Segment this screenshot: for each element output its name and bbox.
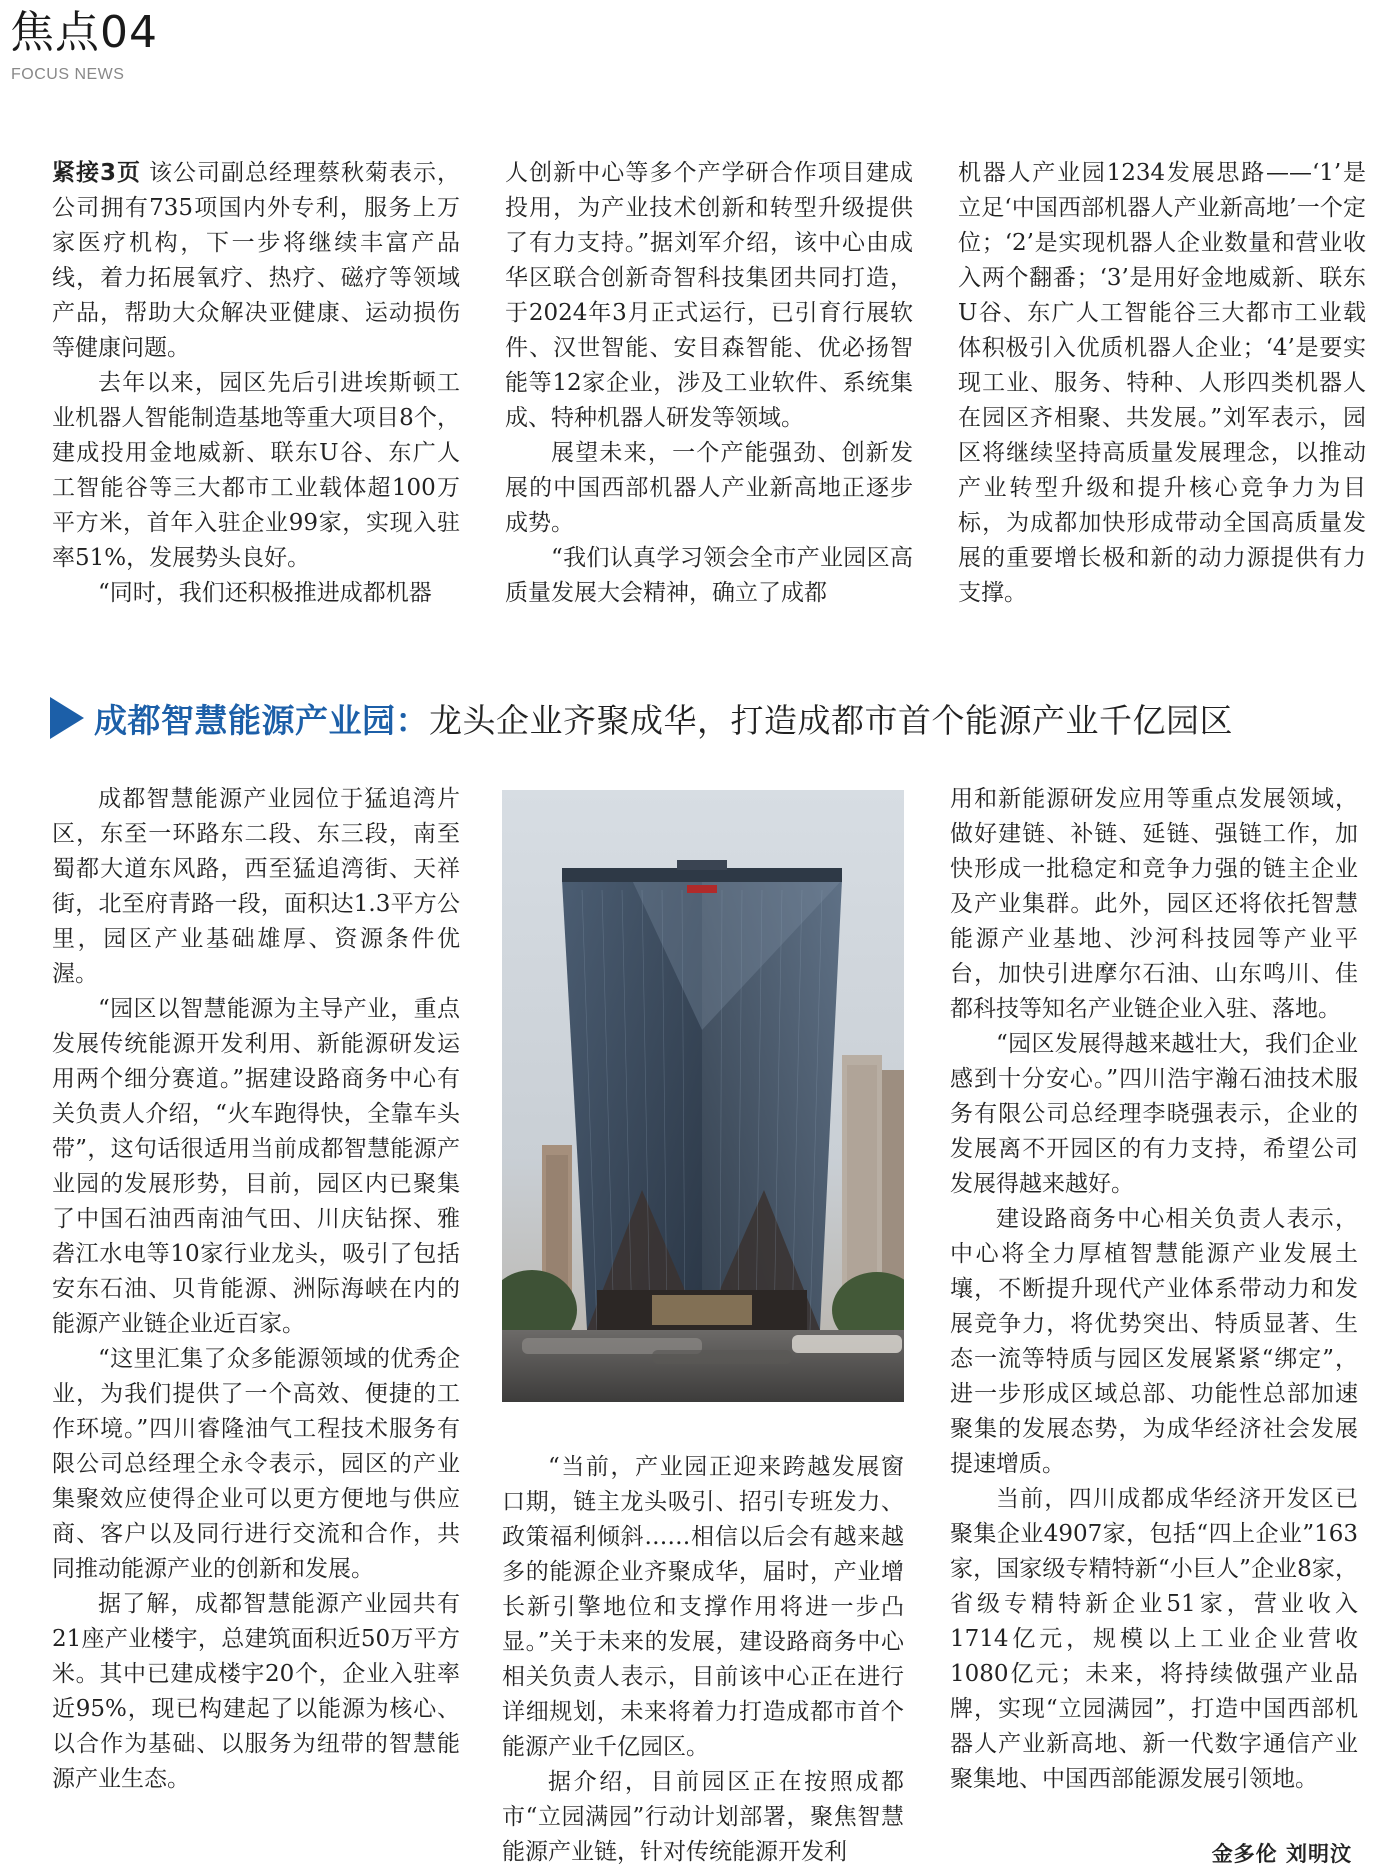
- building-photo: [502, 790, 904, 1402]
- article2-column-1: [52, 782, 460, 1797]
- article1-paragraph: “同时，我们还积极推进成都机器: [98, 580, 432, 606]
- article1-paragraph: 紧接3页 该公司副总经理蔡秋菊表示，公司拥有735项国内外专利，服务上万家医疗机构，下一步将继续丰富产品线，着力拓展氧疗、热疗、磁疗等领域产品，帮助大众解决亚健康、运动损伤等健康问题。: [52, 160, 460, 361]
- author-byline: 金多伦 刘明汶: [1211, 1842, 1352, 1866]
- article2-paragraph: 用和新能源研发应用等重点发展领域，做好建链、补链、延链、强链工作，加快形成一批稳定和竞争力强的链主企业及产业集群。此外，园区还将依托智慧能源产业基地、沙河科技园等产业平台，加快引进摩尔石油、山东鸣川、佳都科技等知名产业链企业入驻、落地。: [950, 786, 1358, 1022]
- article1-paragraph: 机器人产业园1234发展思路——‘1’是立足‘中国西部机器人产业新高地’一个定位；‘2’是实现机器人企业数量和营业收入两个翻番；‘3’是用好金地威新、联东U谷、东广人工智能谷三大都市工业载体积极引入优质机器人企业；‘4’是要实现工业、服务、特种、人形四类机器人在园区齐相聚、共发展。”刘军表示，园区将继续坚持高质量发展理念，以推动产业转型升级和提升核心竞争力为目标，为成都加快形成带动全国高质量发展的重要增长极和新的动力源提供有力支撑。: [958, 160, 1366, 606]
- article2-paragraph: 当前，四川成都成华经济开发区已聚集企业4907家，包括“四上企业”163家，国家级专精特新“小巨人”企业8家，省级专精特新企业51家，营业收入1714亿元，规模以上工业企业营收1080亿元；未来，将持续做强产业品牌，实现“立园满园”，打造中国西部机器人产业新高地、新一代数字通信产业聚集地、中国西部能源发展引领地。: [950, 1486, 1358, 1792]
- article2-headline: [50, 690, 1370, 746]
- article2-column-3: [950, 782, 1358, 1797]
- article1-paragraph: “我们认真学习领会全市产业园区高质量发展大会精神，确立了成都: [505, 545, 913, 606]
- article1-paragraph: 去年以来，园区先后引进埃斯顿工业机器人智能制造基地等重大项目8个，建成投用金地威新、联东U谷、东广人工智能谷等三大都市工业载体超100万平方米，首年入驻企业99家，实现入驻率51%，发展势头良好。: [52, 370, 460, 571]
- article2-column-2: [502, 1450, 904, 1870]
- rooftop-sign: [687, 885, 717, 893]
- article1-paragraph: 展望未来，一个产能强劲、创新发展的中国西部机器人产业新高地正逐步成势。: [505, 440, 913, 536]
- section-subtitle: FOCUS NEWS: [11, 66, 125, 83]
- article2-paragraph: 据介绍，目前园区正在按照成都市“立园满园”行动计划部署，聚焦智慧能源产业链，针对传统能源开发利: [502, 1769, 904, 1865]
- article1-paragraph: 人创新中心等多个产学研合作项目建成投用，为产业技术创新和转型升级提供了有力支持。”据刘军介绍，该中心由成华区联合创新奇智科技集团共同打造，于2024年3月正式运行，已引育行展软件、汉世智能、安目森智能、优必扬智能等12家企业，涉及工业软件、系统集成、特种机器人研发等领域。: [505, 160, 913, 431]
- headline-text: 龙头企业齐聚成华，打造成都市首个能源产业千亿园区: [429, 700, 1233, 740]
- section-title: 焦点04: [10, 7, 158, 58]
- article2-paragraph: 建设路商务中心相关负责人表示，中心将全力厚植智慧能源产业发展土壤，不断提升现代产业体系带动力和发展竞争力，将优势突出、特质显著、生态一流等特质与园区发展紧紧“绑定”，进一步形成区域总部、功能性总部加速聚集的发展态势，为成华经济社会发展提速增质。: [950, 1206, 1358, 1477]
- continued-from-label: 紧接3页: [52, 160, 141, 186]
- headline-highlight: 成都智慧能源产业园：: [94, 700, 429, 740]
- article1-column-3: [958, 156, 1366, 611]
- article2-paragraph: 成都智慧能源产业园位于猛追湾片区，东至一环路东二段、东三段，南至蜀都大道东风路，西至猛追湾街、天祥街，北至府青路一段，面积达1.3平方公里，园区产业基础雄厚、资源条件优渥。: [52, 786, 460, 987]
- article2-paragraph: “园区以智慧能源为主导产业，重点发展传统能源开发利用、新能源研发运用两个细分赛道。”据建设路商务中心有关负责人介绍，“火车跑得快，全靠车头带”，这句话很适用当前成都智慧能源产业园的发展形势，目前，园区内已聚集了中国石油西南油气田、川庆钻探、雅砻江水电等10家行业龙头，吸引了包括安东石油、贝肯能源、洲际海峡在内的能源产业链企业近百家。: [52, 996, 460, 1337]
- article2-paragraph: “园区发展得越来越壮大，我们企业感到十分安心。”四川浩宇瀚石油技术服务有限公司总经理李晓强表示，企业的发展离不开园区的有力支持，希望公司发展得越来越好。: [950, 1031, 1358, 1197]
- article1-column-2: [505, 156, 913, 611]
- play-triangle-icon: [50, 697, 84, 739]
- article1-column-1: [52, 156, 460, 611]
- article2-paragraph: 据了解，成都智慧能源产业园共有21座产业楼宇，总建筑面积近50万平方米。其中已建成楼宇20个，企业入驻率近95%，现已构建起了以能源为核心、以合作为基础、以服务为纽带的智慧能源产业生态。: [52, 1591, 460, 1792]
- article2-paragraph: “当前，产业园正迎来跨越发展窗口期，链主龙头吸引、招引专班发力、政策福利倾斜……相信以后会有越来越多的能源企业齐聚成华，届时，产业增长新引擎地位和支撑作用将进一步凸显。”关于未来的发展，建设路商务中心相关负责人表示，目前该中心正在进行详细规划，未来将着力打造成都市首个能源产业千亿园区。: [502, 1454, 904, 1760]
- article2-paragraph: “这里汇集了众多能源领域的优秀企业，为我们提供了一个高效、便捷的工作环境。”四川睿隆油气工程技术服务有限公司总经理仝永令表示，园区的产业集聚效应使得企业可以更方便地与供应商、客户以及同行进行交流和合作，共同推动能源产业的创新和发展。: [52, 1346, 460, 1582]
